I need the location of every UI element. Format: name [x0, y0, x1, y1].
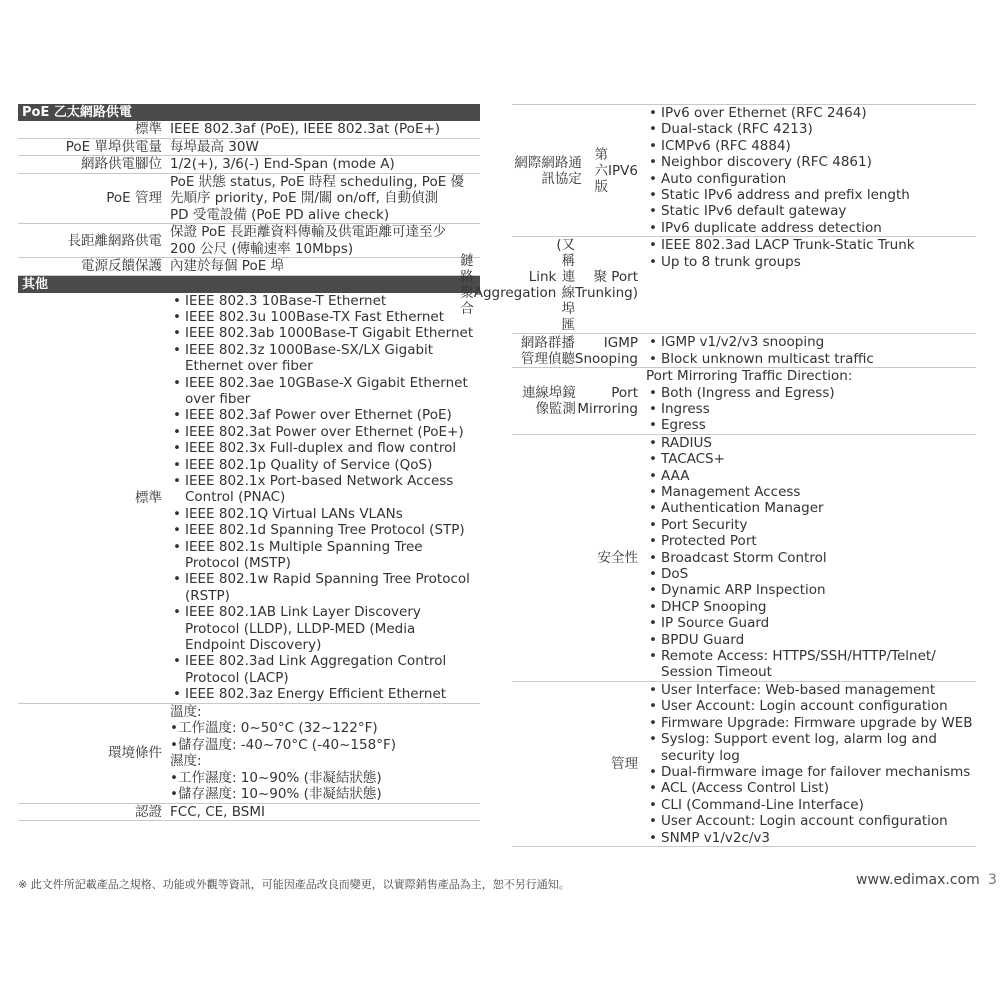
feature-value [644, 682, 976, 846]
feature-intro: Port Mirroring Traffic Direction: [646, 368, 853, 385]
feature-list [646, 237, 974, 270]
standard-item: • IEEE 802.3z 1000Base-SX/LX Gigabit Ethernet over fiber [170, 342, 478, 375]
feature-item: • BPDU Guard [646, 632, 974, 648]
environment-label: 環境條件 [108, 745, 162, 762]
feature-value [644, 105, 976, 236]
right-column [460, 104, 976, 847]
feature-label-text: 網路群播管理偵聽 [520, 334, 575, 367]
feature-list [646, 105, 974, 236]
standard-item: • IEEE 802.1AB Link Layer Discovery Protocol (LLDP), LLDP-MED (Media Endpoint Discovery) [170, 604, 478, 653]
spec-label [18, 258, 168, 275]
feature-list [646, 334, 974, 367]
feature-row [512, 682, 976, 847]
feature-value [644, 334, 976, 367]
spec-value [168, 258, 480, 275]
website-link[interactable]: www.edimax.com [856, 872, 980, 888]
feature-item: • CLI (Command-Line Interface) [646, 797, 974, 813]
disclaimer-note: ※ 此文件所記載產品之規格、功能或外觀等資訊，可能因產品改良而變更，以實際銷售產品為主，恕不另行通知。 [18, 878, 570, 891]
poe-spec-table [18, 121, 480, 276]
standard-item: • IEEE 802.3 10Base-T Ethernet [170, 293, 478, 309]
feature-item: • Authentication Manager [646, 500, 974, 516]
feature-label [512, 682, 644, 846]
spec-label-text: 網路供電腳位 [81, 156, 162, 173]
feature-row [512, 105, 976, 237]
environment-row [18, 704, 480, 804]
spec-value-line: 200 公尺 (傳輸速率 10Mbps) [170, 240, 354, 257]
spec-value-line: IEEE 802.3af (PoE), IEEE 802.3at (PoE+) [170, 121, 441, 137]
feature-item: • IPv6 duplicate address detection [646, 220, 974, 236]
feature-item: • Auto configuration [646, 171, 974, 187]
feature-list [646, 435, 974, 681]
feature-label-text: 網際網路通訊協定 [514, 154, 582, 187]
spec-row [18, 174, 480, 225]
feature-item: • DHCP Snooping [646, 599, 974, 615]
spec-value-line: 保證 PoE 長距離資料傳輸及供電距離可達至少 [170, 224, 447, 240]
feature-item: • TACACS+ [646, 451, 974, 467]
feature-label-text: 連線埠鏡像監測 [521, 384, 576, 417]
standards-label: 標準 [135, 489, 162, 506]
environment-line: 溫度: [170, 703, 202, 720]
standard-item: • IEEE 802.3ab 1000Base-T Gigabit Ethernet [170, 325, 478, 341]
spec-label [18, 139, 168, 156]
certification-label: 認證 [135, 803, 162, 820]
standard-item: • IEEE 802.3af Power over Ethernet (PoE) [170, 407, 478, 423]
poe-section-title: PoE 乙太網路供電 [18, 104, 480, 121]
spec-label-text: 電源反饋保護 [81, 258, 162, 275]
standard-item: • IEEE 802.3at Power over Ethernet (PoE+) [170, 424, 478, 440]
standard-item: • IEEE 802.3x Full-duplex and flow control [170, 440, 478, 456]
feature-label-text: 聚 Port Trunking) [575, 269, 639, 302]
feature-row [512, 334, 976, 368]
spec-value-line: PD 受電設備 (PoE PD alive check) [170, 206, 390, 223]
spec-row [18, 258, 480, 276]
left-column [18, 104, 480, 821]
spec-label-text: PoE 管理 [106, 190, 162, 207]
feature-label-text: Port Mirroring [577, 384, 638, 417]
certification-value: FCC, CE, BSMI [170, 803, 265, 820]
spec-value [168, 224, 480, 257]
spec-value-line: 先順序 priority, PoE 開/關 on/off, 自動偵測 [170, 190, 439, 206]
feature-label [512, 435, 644, 681]
feature-spec-table [460, 104, 976, 847]
spec-row [18, 224, 480, 258]
feature-label-text: Link Aggregation [473, 269, 557, 302]
feature-item: • ACL (Access Control List) [646, 780, 974, 796]
feature-item: • DoS [646, 566, 974, 582]
feature-label-text: IPV6 [608, 162, 638, 179]
spec-value [168, 156, 480, 173]
feature-row [512, 435, 976, 682]
environment-values [168, 704, 480, 803]
spec-label-text: PoE 單埠供電量 [65, 138, 162, 155]
feature-list [646, 385, 974, 434]
feature-row [460, 237, 976, 334]
spec-value-line: PoE 狀態 status, PoE 時程 scheduling, PoE 優 [170, 173, 465, 190]
feature-item: • SNMP v1/v2c/v3 [646, 830, 974, 846]
standards-list [170, 293, 478, 703]
feature-item: • Both (Ingress and Egress) [646, 385, 974, 401]
spec-label [18, 174, 168, 224]
spec-value-line: 內建於每個 PoE 埠 [170, 258, 285, 274]
feature-item: • User Interface: Web-based management [646, 682, 974, 698]
certification-row [18, 804, 480, 822]
feature-item: • Firmware Upgrade: Firmware upgrade by WEB [646, 715, 974, 731]
feature-label-text: 安全性 [597, 549, 638, 566]
standard-item: • IEEE 802.3ad Link Aggregation Control Protocol (LACP) [170, 653, 478, 686]
feature-item: • Broadcast Storm Control [646, 550, 974, 566]
spec-label-text: 長距離網路供電 [67, 232, 162, 249]
feature-label-text: (又稱連線埠匯 [556, 237, 576, 334]
feature-item: • Port Security [646, 517, 974, 533]
environment-line: •儲存濕度: 10~90% (非凝結狀態) [170, 786, 382, 803]
spec-row [18, 156, 480, 174]
feature-item: • ICMPv6 (RFC 4884) [646, 138, 974, 154]
feature-label-text: 第六版 [594, 146, 609, 195]
feature-item: • Neighbor discovery (RFC 4861) [646, 154, 974, 170]
feature-item: • Block unknown multicast traffic [646, 351, 974, 367]
spec-value [168, 121, 480, 138]
feature-item: • Management Access [646, 484, 974, 500]
feature-item: • User Account: Login account configuration [646, 813, 974, 829]
spec-value-line: 1/2(+), 3/6(-) End-Span (mode A) [170, 156, 395, 172]
feature-list [646, 682, 974, 846]
feature-row [512, 368, 976, 435]
standard-item: • IEEE 802.3az Energy Efficient Ethernet [170, 686, 478, 702]
feature-item: • Static IPv6 address and prefix length [646, 187, 974, 203]
feature-item: • Protected Port [646, 533, 974, 549]
environment-line: •儲存溫度: -40~70°C (-40~158°F) [170, 736, 396, 753]
feature-item: • Ingress [646, 401, 974, 417]
feature-value [644, 237, 976, 333]
spec-value [168, 139, 480, 156]
standard-item: • IEEE 802.1d Spanning Tree Protocol (STP) [170, 522, 478, 538]
spec-label [18, 224, 168, 257]
feature-item: • Dynamic ARP Inspection [646, 582, 974, 598]
spec-row [18, 139, 480, 157]
feature-label [512, 334, 644, 367]
feature-label-text: 管理 [611, 755, 638, 772]
feature-label [460, 237, 644, 334]
feature-item: • IPv6 over Ethernet (RFC 2464) [646, 105, 974, 121]
standard-item: • IEEE 802.1w Rapid Spanning Tree Protocol (RSTP) [170, 571, 478, 604]
standard-item: • IEEE 802.3u 100Base-TX Fast Ethernet [170, 309, 478, 325]
feature-item: • Dual-firmware image for failover mechanisms [646, 764, 974, 780]
standard-item: • IEEE 802.3ae 10GBase-X Gigabit Ethernet over fiber [170, 375, 478, 408]
feature-value [644, 368, 976, 434]
environment-line: •工作溫度: 0~50°C (32~122°F) [170, 720, 378, 737]
spec-label [18, 121, 168, 138]
feature-value [644, 435, 976, 681]
standard-item: • IEEE 802.1x Port-based Network Access Control (PNAC) [170, 473, 478, 506]
environment-line: 濕度: [170, 753, 202, 770]
standard-item: • IEEE 802.1s Multiple Spanning Tree Protocol (MSTP) [170, 539, 478, 572]
feature-item: • Static IPv6 default gateway [646, 203, 974, 219]
feature-label [512, 105, 644, 236]
feature-item: • User Account: Login account configuration [646, 698, 974, 714]
spec-label-text: 標準 [135, 121, 162, 138]
feature-item: • RADIUS [646, 435, 974, 451]
feature-item: • Up to 8 trunk groups [646, 254, 974, 270]
spec-label [18, 156, 168, 173]
standards-row [18, 293, 480, 704]
feature-item: • IP Source Guard [646, 615, 974, 631]
other-section-title: 其他 [18, 276, 480, 293]
feature-item: • IEEE 802.3ad LACP Trunk-Static Trunk [646, 237, 974, 253]
feature-item: • IGMP v1/v2/v3 snooping [646, 334, 974, 350]
standard-item: • IEEE 802.1p Quality of Service (QoS) [170, 457, 478, 473]
spec-value-line: 每埠最高 30W [170, 138, 259, 155]
environment-line: •工作濕度: 10~90% (非凝結狀態) [170, 769, 382, 786]
feature-item: • Egress [646, 417, 974, 433]
feature-item: • Remote Access: HTTPS/SSH/HTTP/Telnet/ Session Timeout [646, 648, 974, 681]
feature-label-text: 鏈路聚合 [460, 253, 474, 318]
feature-item: • Syslog: Support event log, alarm log and security log [646, 731, 974, 764]
spec-value [168, 174, 480, 224]
feature-label [512, 368, 644, 434]
standard-item: • IEEE 802.1Q Virtual LANs VLANs [170, 506, 478, 522]
feature-item: • Dual-stack (RFC 4213) [646, 121, 974, 137]
spec-row [18, 121, 480, 139]
feature-item: • AAA [646, 468, 974, 484]
page-number: 3 [988, 872, 997, 888]
feature-label-text: IGMP Snooping [574, 334, 638, 367]
